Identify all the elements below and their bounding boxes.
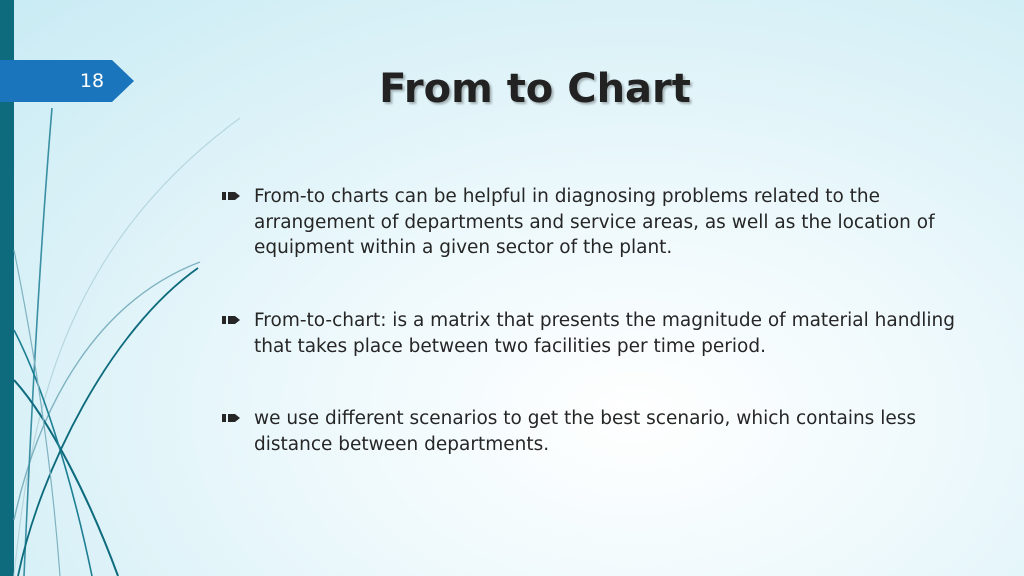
tab-shape <box>0 60 134 102</box>
bullet-text-3: we use different scenarios to get the best scenario, which contains less distance between departments. <box>254 408 916 455</box>
bullet-text-2: From-to-chart: is a matrix that presents the magnitude of material handling that takes place between two facilities per time period. <box>254 310 955 357</box>
arrow-bullet-icon <box>222 314 242 326</box>
bullet-text-1: From-to charts can be helpful in diagnosing problems related to the arrangement of departments and service areas, as well as the location of equipment within a given sector of the plant. <box>254 186 935 258</box>
slide-number-tab <box>0 60 134 102</box>
arrow-bullet-icon <box>222 412 242 424</box>
slide-title: From to Chart <box>379 66 691 112</box>
arrow-bullet-icon <box>222 190 242 202</box>
slide-number: 18 <box>79 70 105 92</box>
